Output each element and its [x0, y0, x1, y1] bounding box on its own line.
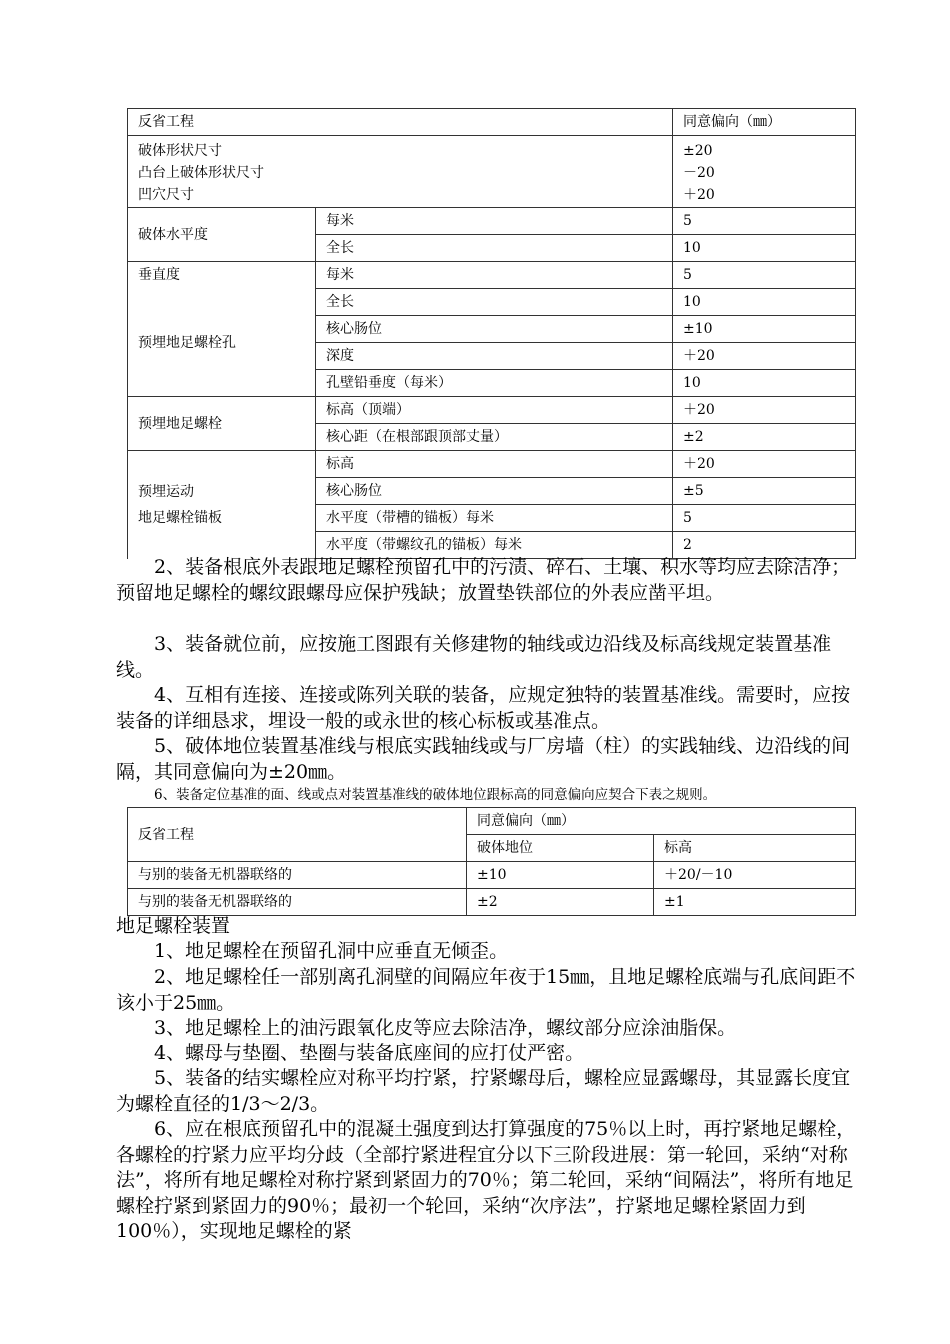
value: 5: [673, 262, 856, 289]
table-header-row: [128, 109, 856, 136]
value: ＋20: [673, 343, 856, 370]
paragraph-small: 6、装备定位基准的面、线或点对装置基准线的破体地位跟标高的同意偏向应契合下表之规则。: [154, 787, 717, 803]
paragraph: 3、装备就位前，应按施工图跟有关修建物的轴线或边沿线及标高线规定装置基准线。: [116, 633, 832, 681]
sub-item: 孔壁铅垂度（每米）: [316, 370, 673, 397]
paragraph: 5、装备的结实螺栓应对称平均拧紧，拧紧螺母后，螺栓应显露螺母，其显露长度宜为螺栓直径的1/3～2/3。: [116, 1067, 851, 1115]
header-elevation: 标高: [654, 835, 856, 862]
vertical-hole-label: 垂直度 预埋地足螺栓孔: [128, 262, 316, 397]
header-item: 反省工程: [128, 808, 467, 862]
paragraph: 4、互相有连接、连接或陈列关联的装备，应规定独特的装置基准线。需要时，应按装备的详细恳求，埋设一般的或永世的核心标板或基准点。: [116, 684, 851, 732]
header-position: 破体地位: [467, 835, 654, 862]
level-label: 破体水平度: [128, 208, 316, 262]
sub-item: 水平度（带螺纹孔的锚板）每米: [316, 532, 673, 559]
table-row: [128, 397, 856, 424]
tolerance-table-2: [127, 807, 856, 916]
value: ＋20: [673, 397, 856, 424]
paragraph: 1、地足螺栓在预留孔洞中应垂直无倾歪。: [154, 940, 509, 962]
value: ±2: [673, 424, 856, 451]
table-row: [128, 262, 856, 289]
value: 10: [673, 235, 856, 262]
paragraph: 4、螺母与垫圈、垫圈与装备底座间的应打仗严密。: [154, 1042, 585, 1064]
sub-item: 水平度（带槽的锚板）每米: [316, 505, 673, 532]
table-row: [128, 889, 856, 916]
row-item: 与别的装备无机器联络的: [128, 889, 467, 916]
sub-item: 每米: [316, 262, 673, 289]
value: 2: [673, 532, 856, 559]
value: ±10: [673, 316, 856, 343]
section-title: 地足螺栓装置: [116, 915, 231, 937]
anchor-label: 预埋运动 地足螺栓锚板: [128, 451, 316, 559]
block1-values: ±20 －20 ＋20: [673, 136, 856, 208]
value: 10: [673, 289, 856, 316]
paragraph: 2、装备根底外表跟地足螺栓预留孔中的污渍、碎石、土壤、积水等均应去除洁净；预留地足螺栓的螺纹跟螺母应保护残缺；放置垫铁部位的外表应凿平坦。: [116, 556, 851, 604]
paragraph: 2、地足螺栓任一部别离孔洞壁的间隔应年夜于15㎜，且地足螺栓底端与孔底间距不该小于25㎜。: [116, 966, 856, 1014]
value: ±5: [673, 478, 856, 505]
table-row: [128, 136, 856, 208]
sub-item: 全长: [316, 289, 673, 316]
header-item: 反省工程: [128, 109, 673, 136]
sub-item: 核心肠位: [316, 316, 673, 343]
sub-item: 全长: [316, 235, 673, 262]
sub-item: 核心肠位: [316, 478, 673, 505]
sub-item: 深度: [316, 343, 673, 370]
table-row: [128, 208, 856, 235]
paragraph: 6、应在根底预留孔中的混凝土强度到达打算强度的75％以上时，再拧紧地足螺栓，各螺栓的拧紧力应平均分歧（全部拧紧进程宜分以下三阶段进展：第一轮回，采纳“对称法”，将所有地足螺栓对称拧紧到紧固力的70％；第二轮回，采纳“间隔法”，将所有地足螺栓拧紧到紧固力的90％；最初一个轮回，采纳“次序法”，拧紧地足螺栓紧固力到100％），实现地足螺栓的紧: [116, 1118, 856, 1242]
value: 5: [673, 505, 856, 532]
row-position: ±10: [467, 862, 654, 889]
row-elevation: ±1: [654, 889, 856, 916]
sub-item: 标高: [316, 451, 673, 478]
header-tolerance: 同意偏向（㎜）: [673, 109, 856, 136]
row-position: ±2: [467, 889, 654, 916]
row-elevation: ＋20/－10: [654, 862, 856, 889]
paragraph: 3、地足螺栓上的油污跟氧化皮等应去除洁净，螺纹部分应涂油脂保。: [154, 1017, 737, 1039]
tolerance-table-1: [127, 108, 856, 559]
table-header-row: [128, 808, 856, 835]
block1-items: 破体形状尺寸 凸台上破体形状尺寸 凹穴尺寸: [128, 136, 673, 208]
value: 10: [673, 370, 856, 397]
sub-item: 每米: [316, 208, 673, 235]
row-item: 与别的装备无机器联络的: [128, 862, 467, 889]
header-tolerance: 同意偏向（㎜）: [467, 808, 856, 835]
paragraph: 5、破体地位装置基准线与根底实践轴线或与厂房墙（柱）的实践轴线、边沿线的间隔，其同意偏向为±20㎜。: [116, 735, 851, 783]
value: ＋20: [673, 451, 856, 478]
table-row: [128, 862, 856, 889]
table-row: [128, 451, 856, 478]
bolt-label: 预埋地足螺栓: [128, 397, 316, 451]
sub-item: 核心距（在根部跟顶部丈量）: [316, 424, 673, 451]
sub-item: 标高（顶端）: [316, 397, 673, 424]
value: 5: [673, 208, 856, 235]
